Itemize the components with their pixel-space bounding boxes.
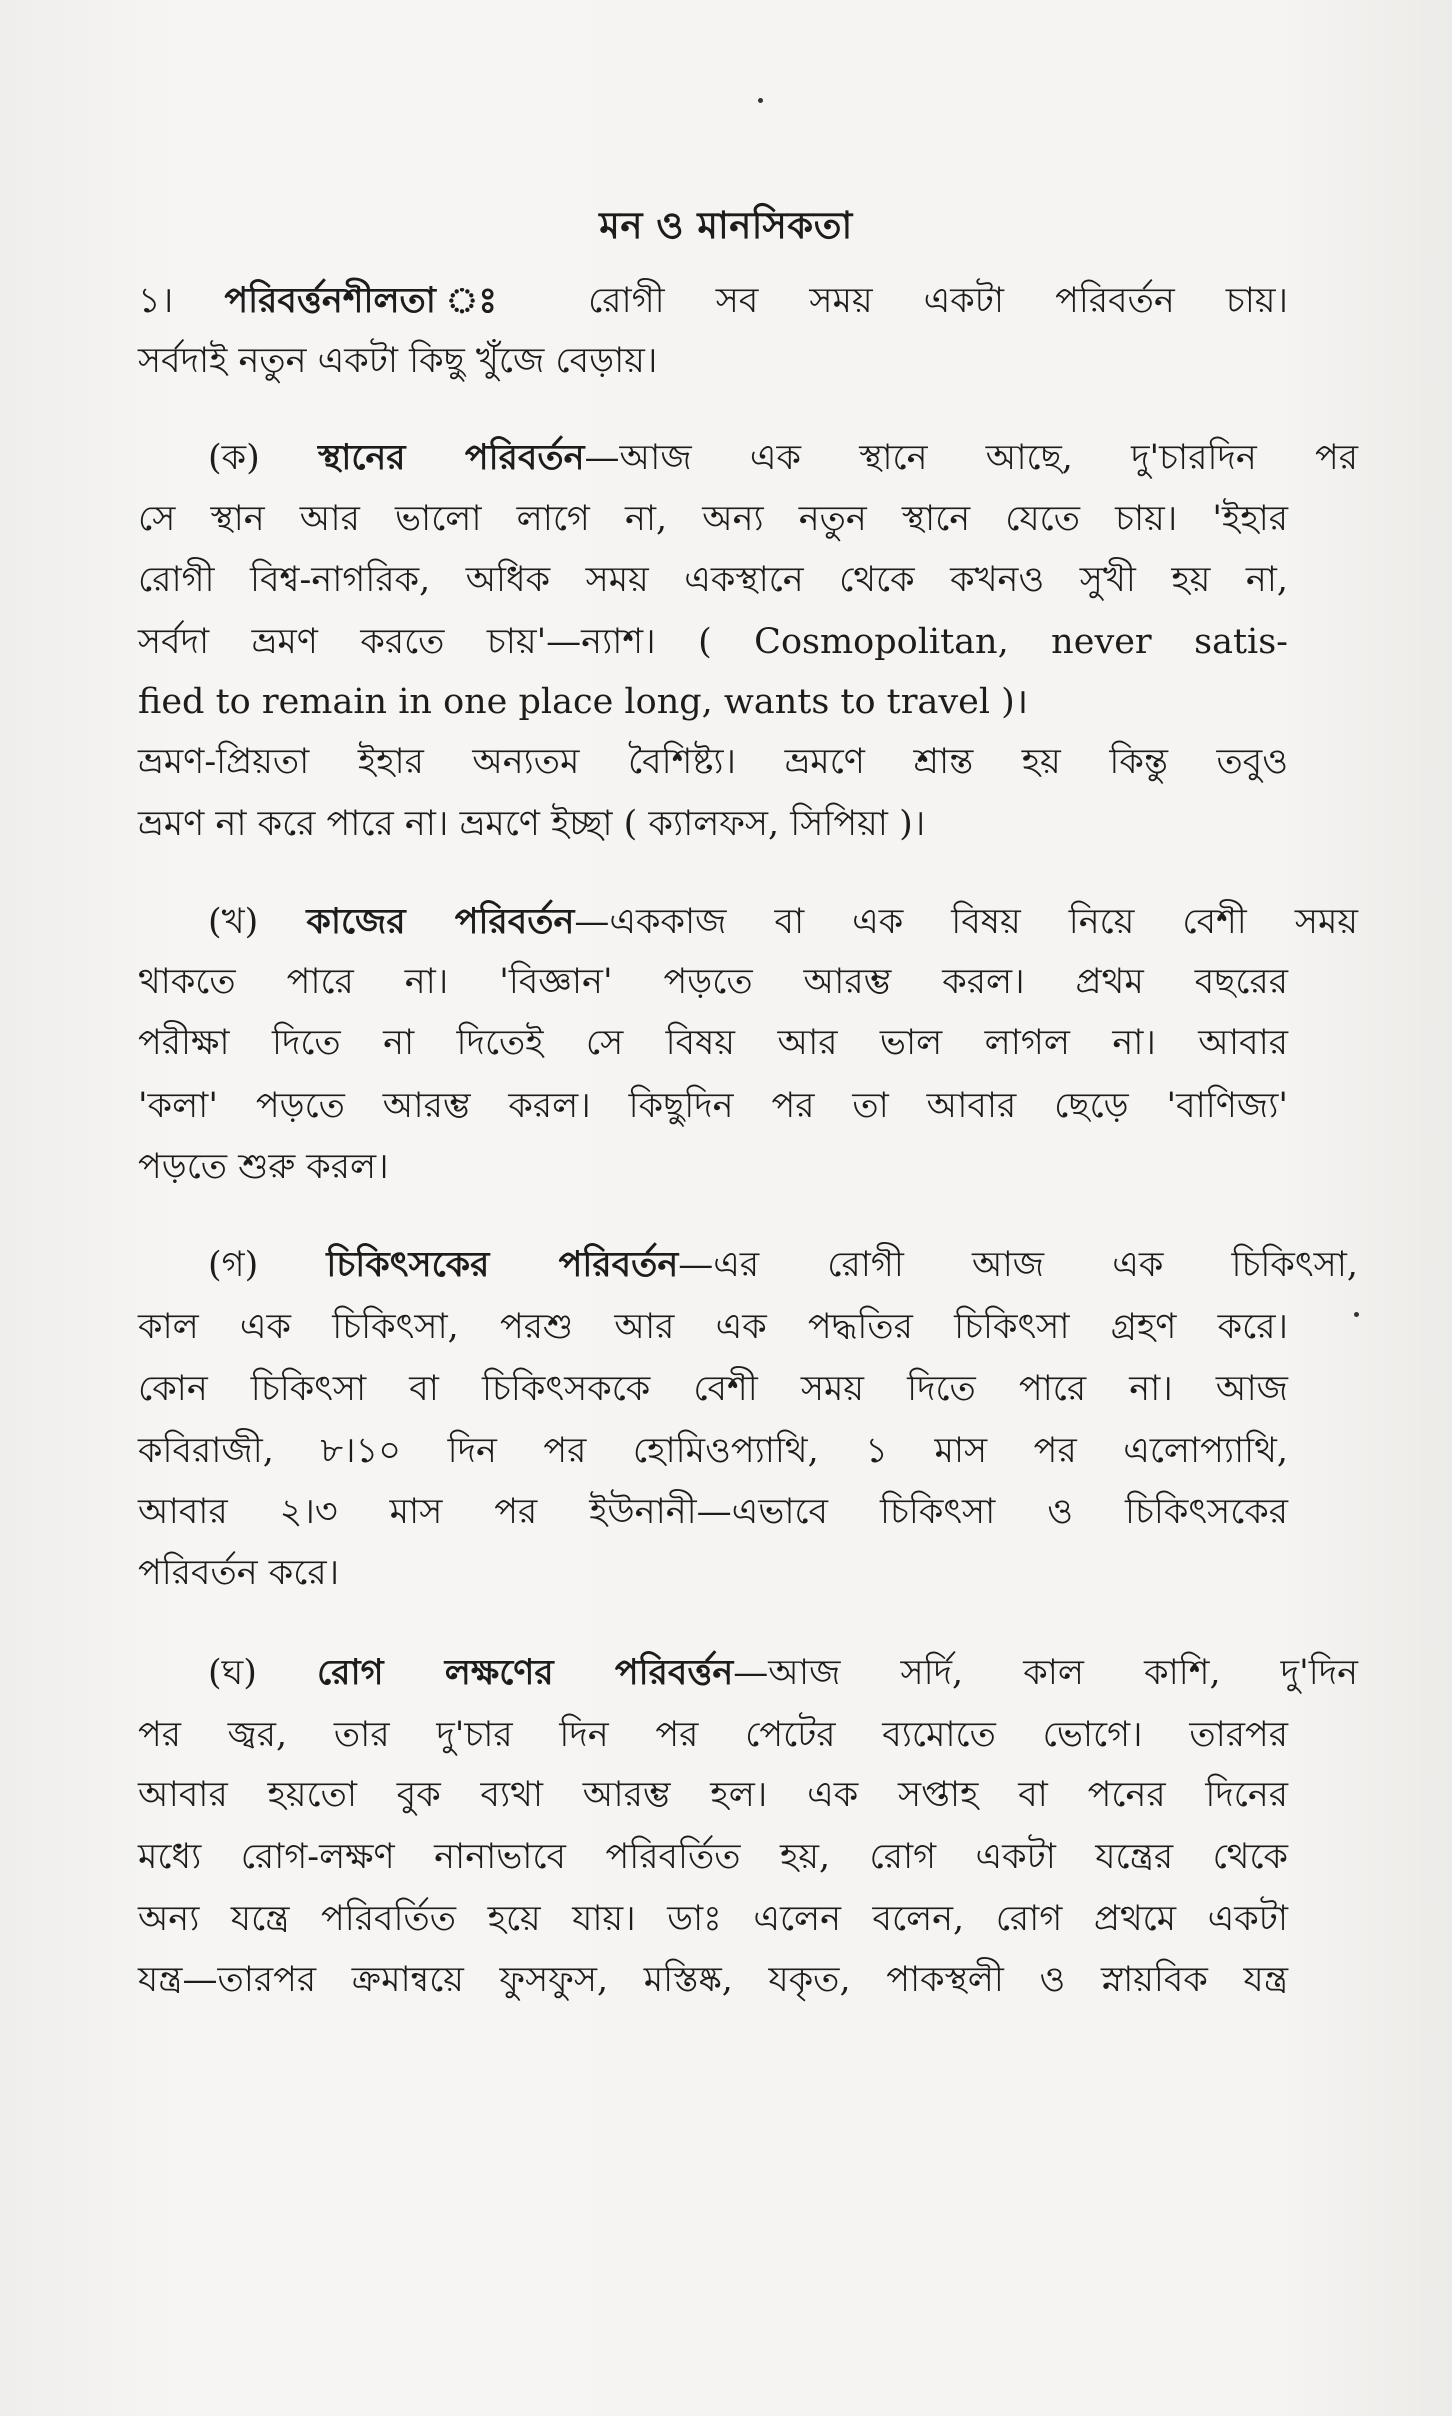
line-text: 'কলা' পড়তে আরম্ভ করল। কিছুদিন পর তা আবার ছেড়ে 'বাণিজ্য' — [138, 1086, 1288, 1126]
section-label: (খ) — [208, 902, 307, 942]
text-line — [138, 1704, 1288, 1766]
line-text: রোগী বিশ্ব-নাগরিক, অধিক সময় একস্থানে থেকে কখনও সুখী হয় না, — [138, 560, 1288, 600]
section-heading: স্থানের পরিবর্তন — [318, 437, 585, 478]
text-line — [138, 1481, 1288, 1543]
section-heading: রোগ লক্ষণের পরিবর্ত্তন — [317, 1652, 734, 1693]
line-text: আবার ২।৩ মাস পর ইউনানী—এভাবে চিকিৎসা ও চিকিৎসকের — [138, 1492, 1288, 1532]
text-line — [138, 1542, 1288, 1604]
line-text: সর্বদা ভ্রমণ করতে চায়'—ন্যাশ। ( Cosmopolitan, never satis- — [138, 622, 1288, 662]
line-text: কবিরাজী, ৮।১০ দিন পর হোমিওপ্যাথি, ১ মাস পর এলোপ্যাথি, — [138, 1431, 1288, 1471]
section-label: (ঘ) — [208, 1653, 318, 1693]
section-heading: কাজের পরিবর্তন — [306, 901, 575, 942]
text-line — [138, 891, 1358, 953]
line-text: সে স্থান আর ভালো লাগে না, অন্য নতুন স্থানে যেতে চায়। 'ইহার — [138, 499, 1288, 539]
line-text: কোন চিকিৎসা বা চিকিৎসককে বেশী সময় দিতে পারে না। আজ — [138, 1369, 1288, 1409]
line-text: ভ্রমণ-প্রিয়তা ইহার অন্যতম বৈশিষ্ট্য। ভ্রমণে শ্রান্ত হয় কিন্তু তবুও — [138, 742, 1288, 782]
line-text: যন্ত্র—তারপর ক্রমান্বয়ে ফুসফুস, মস্তিষ্ক, যকৃত, পাকস্থলী ও স্নায়বিক যন্ত্র — [138, 1960, 1288, 2000]
section-heading: পরিবর্ত্তনশীলতা ঃ — [224, 280, 538, 321]
line-text: অন্য যন্ত্রে পরিবর্তিত হয়ে যায়। ডাঃ এলেন বলেন, রোগ প্রথমে একটা — [138, 1899, 1288, 1939]
line-text: —আজ সর্দি, কাল কাশি, দু'দিন — [733, 1653, 1358, 1693]
section-label: (ক) — [208, 438, 319, 478]
line-text: পর জ্বর, তার দু'চার দিন পর পেটের ব্যমোতে ভোগে। তারপর — [138, 1715, 1288, 1755]
text-line — [138, 1075, 1288, 1137]
line-text: fied to remain in one place long, wants to travel )। — [138, 682, 1029, 722]
text-line — [138, 1949, 1288, 2011]
text-line — [138, 1358, 1288, 1420]
line-text: পরিবর্তন করে। — [138, 1553, 340, 1593]
ink-speck — [758, 98, 763, 103]
text-line — [138, 793, 1288, 855]
section-label: ১। — [138, 281, 225, 321]
text-line — [138, 427, 1358, 489]
line-text: —এককাজ বা এক বিষয় নিয়ে বেশী সময় — [574, 902, 1359, 942]
line-text: পড়তে শুরু করল। — [138, 1147, 389, 1187]
line-text: মধ্যে রোগ-লক্ষণ নানাভাবে পরিবর্তিত হয়, রোগ একটা যন্ত্রের থেকে — [138, 1837, 1288, 1877]
line-text: সর্বদাই নতুন একটা কিছু খুঁজে বেড়ায়। — [138, 341, 658, 381]
line-text: থাকতে পারে না। 'বিজ্ঞান' পড়তে আরম্ভ করল। প্রথম বছরের — [138, 962, 1288, 1002]
text-line — [138, 549, 1288, 611]
text-line — [138, 1012, 1288, 1074]
text-line — [138, 731, 1288, 793]
text-line — [138, 611, 1288, 673]
text-line — [138, 1234, 1358, 1296]
text-line — [138, 330, 1288, 392]
text-line — [138, 1136, 1288, 1198]
text-line — [138, 488, 1288, 550]
ink-speck — [1354, 1312, 1359, 1317]
section-heading: চিকিৎসকের পরিবর্তন — [326, 1244, 679, 1285]
line-text: —আজ এক স্থানে আছে, দু'চারদিন পর — [584, 438, 1358, 478]
text-line — [138, 1296, 1288, 1358]
line-text: আবার হয়তো বুক ব্যথা আরম্ভ হল। এক সপ্তাহ বা পনের দিনের — [138, 1775, 1288, 1815]
text-line — [138, 1642, 1358, 1704]
text-line — [138, 1826, 1288, 1888]
text-line — [138, 1764, 1288, 1826]
line-text: রোগী সব সময় একটা পরিবর্তন চায়। — [537, 281, 1288, 321]
text-line — [138, 1420, 1288, 1482]
page-title: মন ও মানসিকতা — [599, 203, 853, 247]
text-line — [138, 1888, 1288, 1950]
line-text: পরীক্ষা দিতে না দিতেই সে বিষয় আর ভাল লাগল না। আবার — [138, 1023, 1288, 1063]
line-text: কাল এক চিকিৎসা, পরশু আর এক পদ্ধতির চিকিৎসা গ্রহণ করে। — [138, 1307, 1288, 1347]
text-line — [138, 270, 1288, 332]
line-text: —এর রোগী আজ এক চিকিৎসা, — [678, 1245, 1359, 1285]
line-text: ভ্রমণ না করে পারে না। ভ্রমণে ইচ্ছা ( ক্যালফস, সিপিয়া )। — [138, 804, 926, 844]
section-label: (গ) — [208, 1245, 327, 1285]
text-line — [138, 951, 1288, 1013]
text-line — [138, 671, 1288, 733]
